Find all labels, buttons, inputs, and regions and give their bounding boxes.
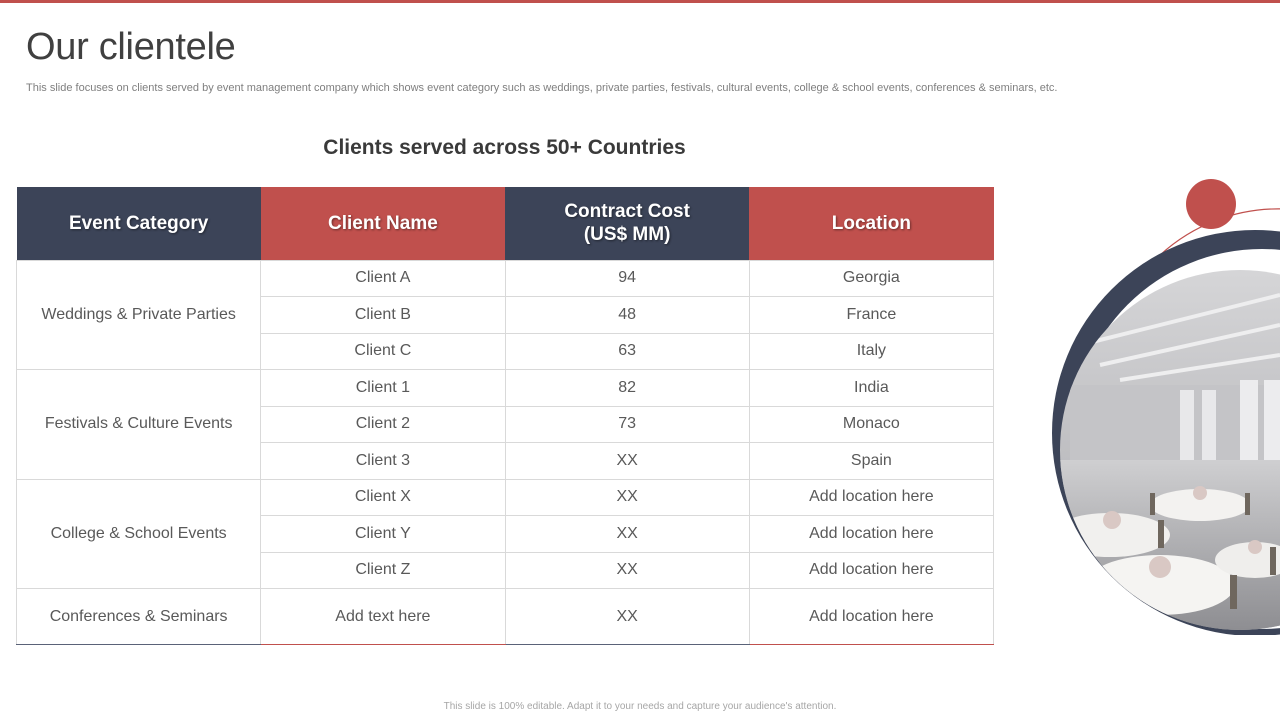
- column-header-client-name: Client Name: [261, 187, 505, 260]
- table-row: [17, 479, 994, 516]
- cost-cell: XX: [505, 443, 749, 480]
- cost-cell: 48: [505, 297, 749, 334]
- red-dot-decoration: [1186, 179, 1236, 229]
- banquet-hall-photo: [1030, 265, 1280, 635]
- decor-photo-graphic: [1030, 175, 1280, 635]
- client-cell: Client X: [261, 479, 505, 516]
- client-cell: Client 1: [261, 370, 505, 407]
- clients-table: [16, 187, 994, 645]
- category-cell: Weddings & Private Parties: [17, 260, 261, 370]
- column-header-location: Location: [749, 187, 993, 260]
- client-cell: Client B: [261, 297, 505, 334]
- location-cell: Add location here: [749, 516, 993, 553]
- category-cell: Conferences & Seminars: [17, 589, 261, 645]
- cost-cell: XX: [505, 516, 749, 553]
- client-cell: Client Z: [261, 552, 505, 589]
- location-cell: Italy: [749, 333, 993, 370]
- location-cell: Add location here: [749, 589, 993, 645]
- location-cell: France: [749, 297, 993, 334]
- cost-cell: 82: [505, 370, 749, 407]
- table-row: [17, 370, 994, 407]
- footer-note: This slide is 100% editable. Adapt it to your needs and capture your audience's attention.: [443, 701, 837, 712]
- client-cell: Client C: [261, 333, 505, 370]
- location-cell: Add location here: [749, 479, 993, 516]
- client-cell: Client A: [261, 260, 505, 297]
- cost-cell: 73: [505, 406, 749, 443]
- location-cell: Monaco: [749, 406, 993, 443]
- client-cell: Add text here: [261, 589, 505, 645]
- table-heading: Clients served across 50+ Countries: [323, 136, 686, 159]
- category-cell: Festivals & Culture Events: [17, 370, 261, 480]
- table-header-row: [17, 187, 994, 260]
- table-row: [17, 260, 994, 297]
- location-cell: Georgia: [749, 260, 993, 297]
- cost-cell: XX: [505, 479, 749, 516]
- location-cell: India: [749, 370, 993, 407]
- cost-cell: XX: [505, 552, 749, 589]
- top-accent-bar: [0, 0, 1280, 3]
- cost-cell: XX: [505, 589, 749, 645]
- location-cell: Spain: [749, 443, 993, 480]
- location-cell: Add location here: [749, 552, 993, 589]
- column-header-contract-cost: Contract Cost (US$ MM): [505, 187, 749, 260]
- column-header-event-category: Event Category: [17, 187, 261, 260]
- client-cell: Client Y: [261, 516, 505, 553]
- page-subtitle: This slide focuses on clients served by event management company which shows event category such as weddings, private parties, festivals, cultural events, college & school events, conferences & seminars, etc.: [26, 82, 1058, 94]
- table-row: [17, 589, 994, 645]
- category-cell: College & School Events: [17, 479, 261, 589]
- page-title: Our clientele: [26, 26, 236, 68]
- client-cell: Client 2: [261, 406, 505, 443]
- cost-cell: 63: [505, 333, 749, 370]
- cost-cell: 94: [505, 260, 749, 297]
- client-cell: Client 3: [261, 443, 505, 480]
